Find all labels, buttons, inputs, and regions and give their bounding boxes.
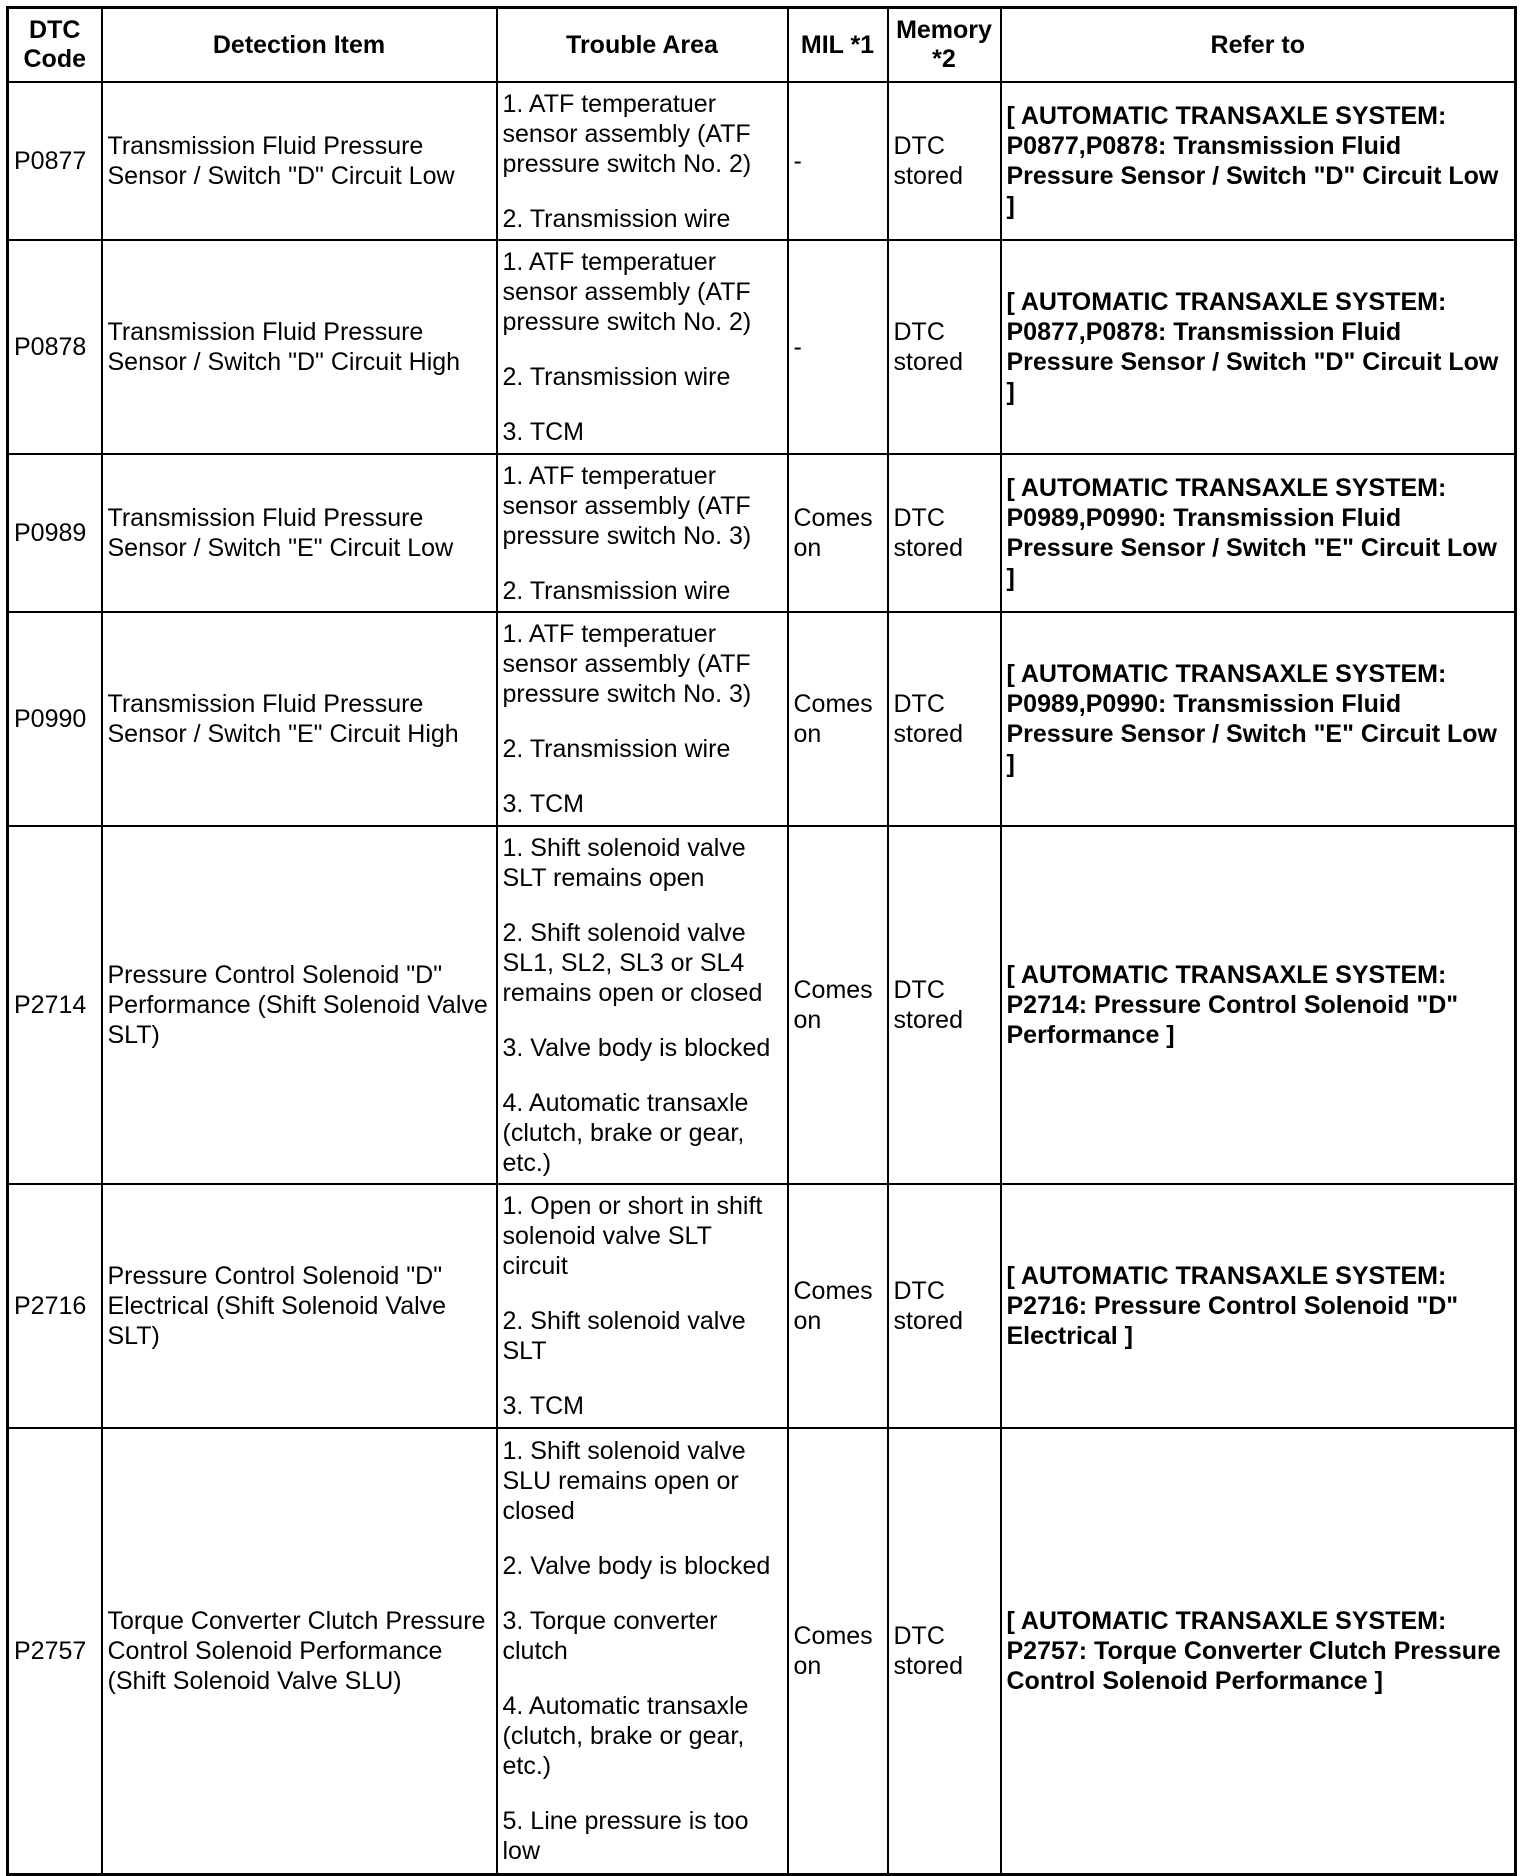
trouble-area-cell [497,454,788,612]
refer-to-link[interactable]: [ AUTOMATIC TRANSAXLE SYSTEM: P0989,P0990: Transmission Fluid Pressure Sensor / Switch "E" Circuit Low ] [1001,612,1516,826]
mil-cell: Comes on [788,1428,888,1874]
table-row [8,1428,1516,1874]
refer-to-link[interactable]: [ AUTOMATIC TRANSAXLE SYSTEM: P2757: Torque Converter Clutch Pressure Control Solenoid Performance ] [1001,1428,1516,1874]
mil-cell: Comes on [788,612,888,826]
dtc-code-cell: P2757 [8,1428,102,1874]
trouble-area-cell [497,612,788,826]
trouble-item: 1. ATF temperatuer sensor assembly (ATF pressure switch No. 3) [502,461,752,550]
trouble-area-cell [497,826,788,1184]
header-memory: Memory *2 [888,8,1001,83]
trouble-item: 3. Torque converter clutch [502,1606,718,1665]
memory-cell: DTC stored [888,454,1001,612]
trouble-item: 1. ATF temperatuer sensor assembly (ATF pressure switch No. 2) [502,89,752,178]
header-refer-to: Refer to [1001,8,1516,83]
memory-cell: DTC stored [888,1184,1001,1428]
trouble-area-cell [497,1184,788,1428]
trouble-area-cell [497,1428,788,1874]
trouble-item: 2. Valve body is blocked [502,1551,771,1580]
trouble-item: 1. Open or short in shift solenoid valve SLT circuit [502,1192,763,1280]
trouble-item: 3. Valve body is blocked [502,1033,771,1062]
trouble-item: 2. Transmission wire [502,735,731,763]
header-detection-item: Detection Item [102,8,497,83]
detection-item-cell: Transmission Fluid Pressure Sensor / Switch "E" Circuit Low [102,454,497,612]
memory-cell: DTC stored [888,240,1001,454]
trouble-item: 2. Transmission wire [502,363,731,391]
trouble-item: 3. TCM [502,418,584,446]
trouble-item: 4. Automatic transaxle (clutch, brake or gear, etc.) [502,1691,749,1780]
dtc-code-cell: P0878 [8,240,102,454]
dtc-code-cell: P0990 [8,612,102,826]
mil-cell: - [788,82,888,240]
trouble-item: 1. Shift solenoid valve SLT remains open [502,833,746,892]
mil-cell: - [788,240,888,454]
mil-cell: Comes on [788,826,888,1184]
memory-cell: DTC stored [888,612,1001,826]
header-dtc-code: DTC Code [8,8,102,83]
detection-item-cell: Transmission Fluid Pressure Sensor / Switch "D" Circuit Low [102,82,497,240]
trouble-item: 2. Transmission wire [502,204,731,233]
table-row [8,1184,1516,1428]
dtc-code-cell: P0877 [8,82,102,240]
trouble-item: 1. Shift solenoid valve SLU remains open or closed [502,1436,746,1525]
dtc-table-container [6,6,1517,1876]
mil-cell: Comes on [788,1184,888,1428]
header-mil: MIL *1 [788,8,888,83]
table-row [8,454,1516,612]
refer-to-link[interactable]: [ AUTOMATIC TRANSAXLE SYSTEM: P2714: Pressure Control Solenoid "D" Performance ] [1001,826,1516,1184]
trouble-item: 2. Shift solenoid valve SLT [502,1307,746,1365]
detection-item-cell: Transmission Fluid Pressure Sensor / Switch "D" Circuit High [102,240,497,454]
trouble-item: 3. TCM [502,1392,584,1420]
header-row [8,8,1516,83]
memory-cell: DTC stored [888,1428,1001,1874]
dtc-code-cell: P2714 [8,826,102,1184]
table-row [8,612,1516,826]
trouble-item: 2. Transmission wire [502,576,731,605]
dtc-code-cell: P0989 [8,454,102,612]
dtc-table [6,6,1517,1876]
memory-cell: DTC stored [888,82,1001,240]
refer-to-link[interactable]: [ AUTOMATIC TRANSAXLE SYSTEM: P0989,P0990: Transmission Fluid Pressure Sensor / Switch "E" Circuit Low ] [1001,454,1516,612]
dtc-code-cell: P2716 [8,1184,102,1428]
detection-item-cell: Pressure Control Solenoid "D" Electrical (Shift Solenoid Valve SLT) [102,1184,497,1428]
trouble-item: 4. Automatic transaxle (clutch, brake or gear, etc.) [502,1088,749,1177]
trouble-item: 2. Shift solenoid valve SL1, SL2, SL3 or SL4 remains open or closed [502,918,763,1007]
trouble-area-cell [497,82,788,240]
trouble-item: 3. TCM [502,790,584,818]
refer-to-link[interactable]: [ AUTOMATIC TRANSAXLE SYSTEM: P0877,P0878: Transmission Fluid Pressure Sensor / Switch "D" Circuit Low ] [1001,82,1516,240]
table-row [8,82,1516,240]
table-row [8,826,1516,1184]
header-trouble-area: Trouble Area [497,8,788,83]
trouble-item: 1. ATF temperatuer sensor assembly (ATF pressure switch No. 3) [502,620,752,708]
mil-cell: Comes on [788,454,888,612]
detection-item-cell: Pressure Control Solenoid "D" Performance (Shift Solenoid Valve SLT) [102,826,497,1184]
trouble-item: 1. ATF temperatuer sensor assembly (ATF pressure switch No. 2) [502,248,752,336]
refer-to-link[interactable]: [ AUTOMATIC TRANSAXLE SYSTEM: P0877,P0878: Transmission Fluid Pressure Sensor / Switch "D" Circuit Low ] [1001,240,1516,454]
memory-cell: DTC stored [888,826,1001,1184]
detection-item-cell: Torque Converter Clutch Pressure Control Solenoid Performance (Shift Solenoid Valve SLU) [102,1428,497,1874]
refer-to-link[interactable]: [ AUTOMATIC TRANSAXLE SYSTEM: P2716: Pressure Control Solenoid "D" Electrical ] [1001,1184,1516,1428]
detection-item-cell: Transmission Fluid Pressure Sensor / Switch "E" Circuit High [102,612,497,826]
table-row [8,240,1516,454]
trouble-area-cell [497,240,788,454]
trouble-item: 5. Line pressure is too low [502,1806,749,1865]
